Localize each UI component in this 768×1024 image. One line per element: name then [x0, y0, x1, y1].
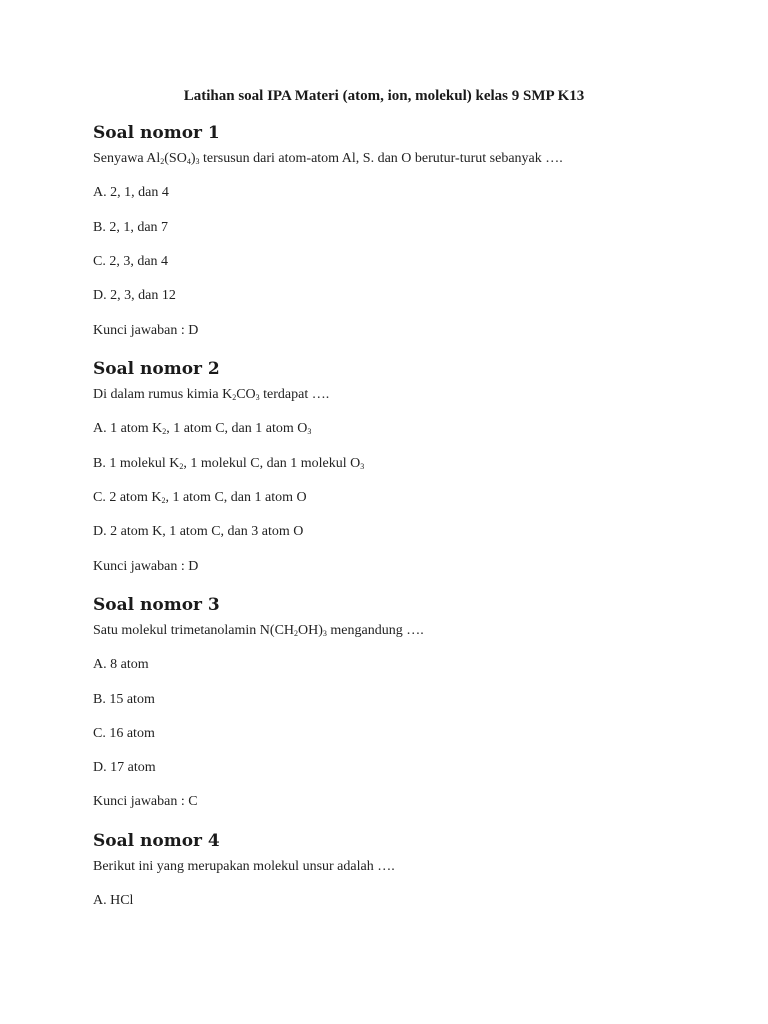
question-heading: Soal nomor 2 [93, 359, 220, 379]
subscript: 3 [255, 393, 260, 402]
answer-option: A. 1 atom $K_2$, 1 atom C, dan 1 atom $O_3$ [93, 421, 312, 436]
answer-option: D. 2, 3, dan 12 [93, 288, 176, 303]
subscript: 4 [186, 157, 191, 166]
question-stem: Satu molekul trimetanolamin $N(CH_2OH)_3$ mengandung …. [93, 623, 424, 638]
answer-option: D. 2 atom K, 1 atom C, dan 3 atom O [93, 524, 304, 539]
answer-option: A. 8 atom [93, 657, 149, 672]
answer-option: A. 2, 1, dan 4 [93, 185, 169, 200]
subscript: 2 [161, 496, 166, 505]
answer-key: Kunci jawaban : C [93, 794, 198, 809]
subscript: 2 [162, 427, 167, 436]
answer-option: B. 15 atom [93, 692, 155, 707]
answer-option: B. 2, 1, dan 7 [93, 220, 169, 235]
subscript: 3 [195, 157, 200, 166]
subscript: 3 [322, 629, 327, 638]
answer-option: C. 2 atom $K_2$, 1 atom C, dan 1 atom O [93, 490, 307, 505]
subscript: 3 [360, 462, 365, 471]
subscript: 3 [307, 427, 312, 436]
answer-option: D. 17 atom [93, 760, 156, 775]
answer-option: C. 16 atom [93, 726, 155, 741]
subscript: 2 [232, 393, 237, 402]
answer-key: Kunci jawaban : D [93, 323, 199, 338]
question-stem: Senyawa $Al_2(SO_4)_3$ tersusun dari atom-atom Al, S. dan O berutur-turut sebanyak …. [93, 151, 563, 166]
answer-key: Kunci jawaban : D [93, 559, 199, 574]
question-stem: Di dalam rumus kimia $K_2CO_3$ terdapat …. [93, 387, 330, 402]
document-title: Latihan soal IPA Materi (atom, ion, molekul) kelas 9 SMP K13 [183, 88, 585, 104]
subscript: 2 [294, 629, 299, 638]
answer-option: B. 1 molekul $K_2$, 1 molekul C, dan 1 molekul $O_3$ [93, 456, 365, 471]
subscript: 2 [179, 462, 184, 471]
question-stem: Berikut ini yang merupakan molekul unsur adalah …. [93, 859, 395, 874]
answer-option: C. 2, 3, dan 4 [93, 254, 169, 269]
question-heading: Soal nomor 1 [93, 123, 220, 143]
subscript: 2 [160, 157, 165, 166]
question-heading: Soal nomor 4 [93, 831, 220, 851]
question-heading: Soal nomor 3 [93, 595, 220, 615]
answer-option: A. HCl [93, 893, 134, 908]
